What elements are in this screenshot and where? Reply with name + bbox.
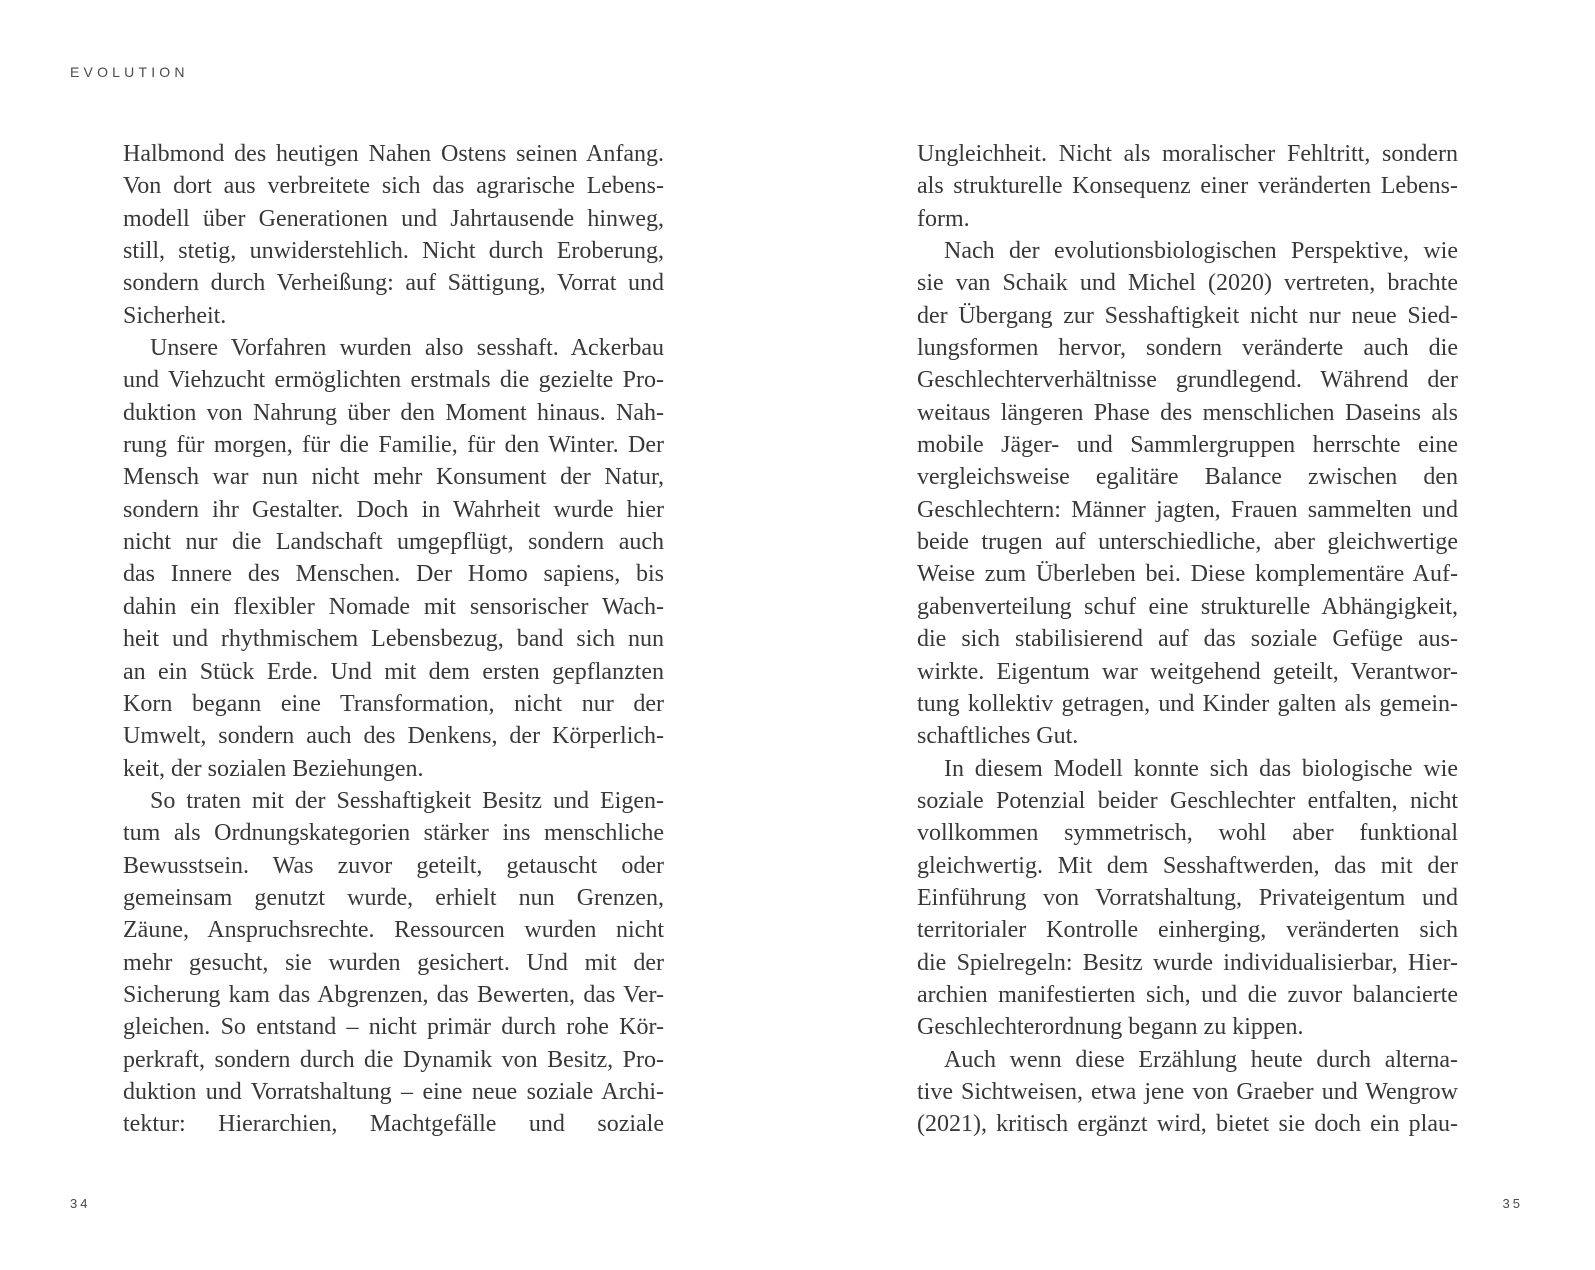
text-line: gabenverteilung schuf eine strukturelle Abhängigkeit, [917, 593, 1458, 620]
text-line: vergleichsweise egalitäre Balance zwischen den [917, 464, 1458, 491]
text-line: dahin ein flexibler Nomade mit sensorischer Wach- [123, 593, 664, 620]
text-line: keit, der sozialen Beziehungen. [123, 755, 424, 782]
text-line: sie van Schaik und Michel (2020) vertreten, brachte [917, 270, 1458, 297]
text-line: Ungleichheit. Nicht als moralischer Fehltritt, sondern [917, 141, 1458, 167]
text-line: still, stetig, unwiderstehlich. Nicht durch Eroberung, [123, 238, 664, 265]
text-column-left [123, 138, 664, 1141]
running-header: EVOLUTION [70, 64, 189, 80]
text-line: gleichen. So entstand – nicht primär durch rohe Kör- [123, 1014, 664, 1041]
text-line: In diesem Modell konnte sich das biologische wie [944, 755, 1458, 782]
text-line: als strukturelle Konsequenz einer veränderten Lebens- [917, 173, 1458, 200]
text-line: tektur: Hierarchien, Machtgefälle und soziale [123, 1111, 664, 1138]
text-line: weitaus längeren Phase des menschlichen Daseins als [917, 399, 1458, 426]
text-line: territorialer Kontrolle einherging, veränderten sich [917, 917, 1458, 944]
text-line: form. [917, 205, 970, 232]
text-line: Weise zum Überleben bei. Diese komplementäre Auf- [917, 561, 1458, 588]
text-line: vollkommen symmetrisch, wohl aber funktional [917, 820, 1458, 847]
paragraph [917, 138, 1458, 235]
text-line: sondern durch Verheißung: auf Sättigung, Vorrat und [123, 270, 664, 297]
text-line: modell über Generationen und Jahrtausende hinweg, [123, 205, 664, 232]
text-line: das Innere des Menschen. Der Homo sapiens, bis [123, 561, 664, 588]
text-line: lungsformen hervor, sondern veränderte auch die [917, 335, 1458, 362]
text-line: gemeinsam genutzt wurde, erhielt nun Grenzen, [123, 884, 664, 911]
text-line: archien manifestierten sich, und die zuvor balancierte [917, 981, 1458, 1008]
paragraph [917, 235, 1458, 753]
text-line: wirkte. Eigentum war weitgehend geteilt, Verantwor- [917, 658, 1458, 685]
text-line: an ein Stück Erde. Und mit dem ersten gepflanzten [123, 658, 664, 685]
text-line: duktion und Vorratshaltung – eine neue soziale Archi- [123, 1078, 664, 1105]
text-line: Korn begann eine Transformation, nicht nur der [123, 690, 664, 717]
text-line: Mensch war nun nicht mehr Konsument der Natur, [123, 464, 664, 491]
text-line: rung für morgen, für die Familie, für den Winter. Der [123, 432, 664, 459]
text-line: die Spielregeln: Besitz wurde individualisierbar, Hier- [917, 949, 1458, 976]
text-line: Unsere Vorfahren wurden also sesshaft. Ackerbau [150, 335, 664, 362]
text-line: So traten mit der Sesshaftigkeit Besitz und Eigen- [150, 787, 664, 814]
text-line: Auch wenn diese Erzählung heute durch alterna- [944, 1046, 1458, 1073]
text-line: Zäune, Anspruchsrechte. Ressourcen wurden nicht [123, 917, 664, 944]
paragraph [917, 753, 1458, 1044]
text-line: schaftliches Gut. [917, 723, 1079, 750]
text-line: mehr gesucht, sie wurden gesichert. Und mit der [123, 949, 664, 976]
text-line: tive Sichtweisen, etwa jene von Graeber und Wengrow [917, 1078, 1458, 1105]
text-line: tum als Ordnungskategorien stärker ins menschliche [123, 820, 664, 847]
text-line: mobile Jäger- und Sammlergruppen herrschte eine [917, 432, 1458, 459]
text-line: duktion von Nahrung über den Moment hinaus. Nah- [123, 399, 664, 426]
text-line: tung kollektiv getragen, und Kinder galten als gemein- [917, 690, 1458, 717]
text-line: nicht nur die Landschaft umgepflügt, sondern auch [123, 529, 664, 556]
text-line: Geschlechterverhältnisse grundlegend. Während der [917, 367, 1458, 394]
text-line: gleichwertig. Mit dem Sesshaftwerden, das mit der [917, 852, 1458, 879]
text-line: Umwelt, sondern auch des Denkens, der Körperlich- [123, 723, 664, 750]
text-line: die sich stabilisierend auf das soziale Gefüge aus- [917, 626, 1458, 653]
text-line: Geschlechtern: Männer jagten, Frauen sammelten und [917, 496, 1458, 523]
text-line: der Übergang zur Sesshaftigkeit nicht nur neue Sied- [917, 302, 1458, 329]
text-line: Halbmond des heutigen Nahen Ostens seinen Anfang. [123, 141, 664, 167]
paragraph [123, 138, 664, 332]
text-line: Sicherung kam das Abgrenzen, das Bewerten, das Ver- [123, 981, 664, 1008]
text-line: Von dort aus verbreitete sich das agrarische Lebens- [123, 173, 664, 200]
text-line: Bewusstsein. Was zuvor geteilt, getauscht oder [123, 852, 664, 879]
text-line: sondern ihr Gestalter. Doch in Wahrheit wurde hier [123, 496, 664, 523]
text-line: soziale Potenzial beider Geschlechter entfalten, nicht [917, 787, 1458, 814]
text-line: heit und rhythmischem Lebensbezug, band sich nun [123, 626, 664, 653]
text-line: beide trugen auf unterschiedliche, aber gleichwertige [917, 529, 1458, 556]
text-line: Einführung von Vorratshaltung, Privateigentum und [917, 884, 1458, 911]
text-line: und Viehzucht ermöglichten erstmals die gezielte Pro- [123, 367, 664, 394]
text-column-right [917, 138, 1458, 1141]
text-line: Geschlechterordnung begann zu kippen. [917, 1014, 1304, 1041]
page-number-right: 35 [1502, 1196, 1523, 1211]
text-line: perkraft, sondern durch die Dynamik von Besitz, Pro- [123, 1046, 664, 1073]
paragraph [917, 1044, 1458, 1141]
paragraph [123, 785, 664, 1141]
text-line: Nach der evolutionsbiologischen Perspektive, wie [944, 238, 1458, 265]
text-line: Sicherheit. [123, 302, 227, 329]
page-number-left: 34 [70, 1196, 91, 1211]
paragraph [123, 332, 664, 785]
text-line: (2021), kritisch ergänzt wird, bietet sie doch ein plau- [917, 1111, 1458, 1138]
